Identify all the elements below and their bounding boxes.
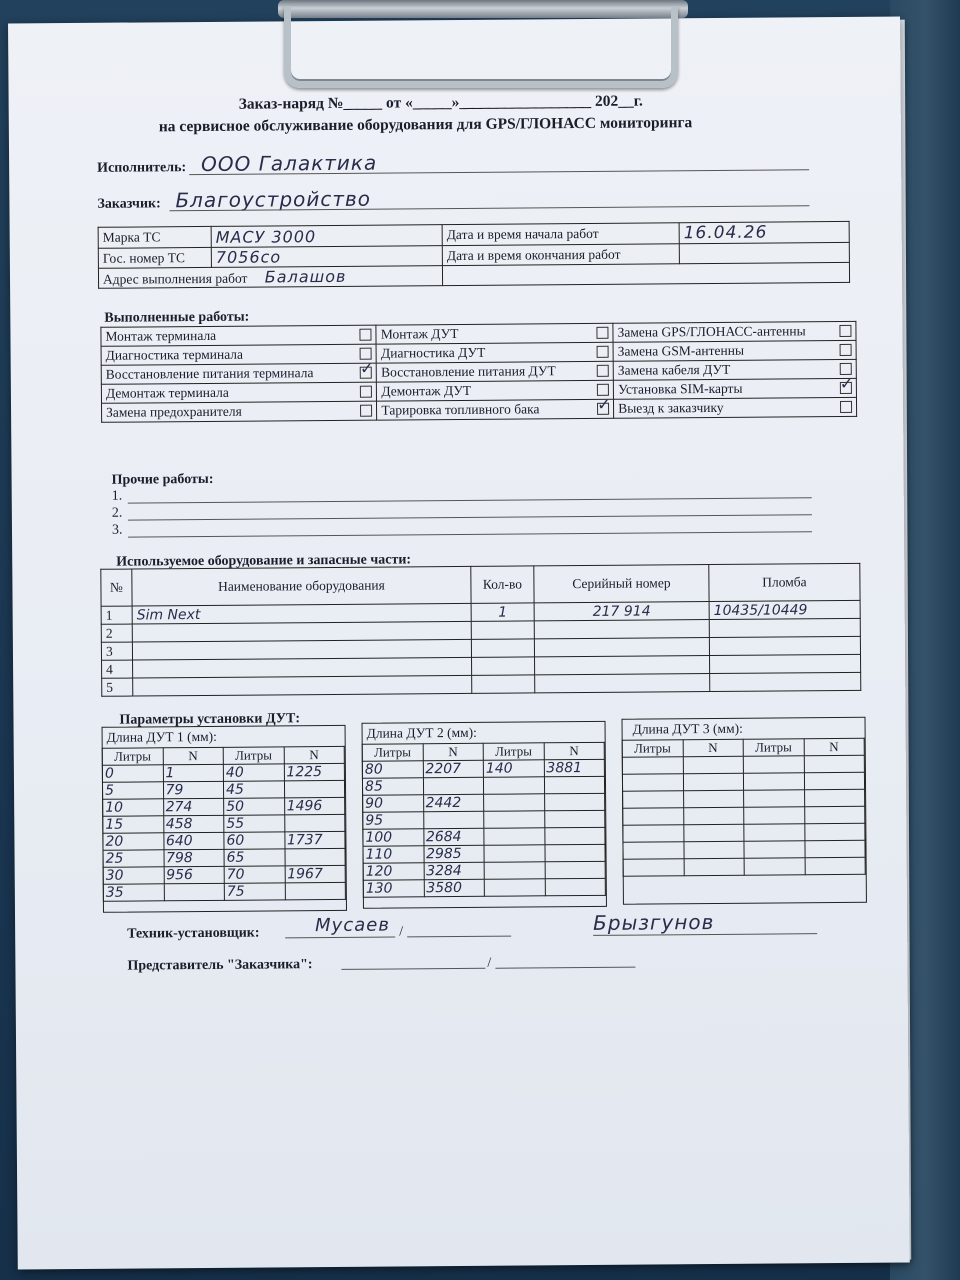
work-item [376, 323, 613, 344]
equipment-cell [535, 674, 710, 693]
dut-row [103, 831, 345, 850]
dut-cell [805, 857, 866, 874]
dut-row [103, 882, 345, 901]
dut-cell [804, 823, 865, 840]
work-checkbox[interactable] [360, 405, 372, 417]
dut-cell [744, 858, 805, 875]
dut-cell [285, 882, 346, 899]
works-table [100, 321, 857, 423]
work-checkbox[interactable] [597, 327, 609, 339]
dut-cell [484, 794, 545, 811]
dut-cell [683, 756, 744, 773]
work-item [101, 363, 377, 384]
dut-cell [744, 824, 805, 841]
work-item-label: Восстановление питания терминала [105, 365, 314, 382]
work-item [101, 344, 377, 365]
dut-header: Литры [622, 740, 683, 757]
work-order-sheet: Заказ-наряд №_____ от «_____»_________________ 202__г. на сервисное обслуживание оборудования для GPS/ГЛОНАСС мониторинга Исполнитель: ООО Галактика Заказчик: Благоустройство Марка ТС МАСУ 3000 Дата и время начала работ 16.04.26 Гос. номер ТС 7056со Дата и время окончания работ Адрес выполнения работ Балашов Выполненные работы: Монтаж терминала Монтаж ДУТ Замена GPS/ГЛОНАСС-антенны Диагностика терминала Диагностика ДУТ Замена GSM-антенны Восстановление питания терминала ✓ Восстановление питания ДУТ Замена кабеля ДУТ Демонтаж терминала Демонтаж ДУТ Установка SIM-карты ✓ Замена предохранителя Тарировка топливного бака ✓ Выезд к заказчику Прочие работы: 1. 2. 3. Используемое оборудование и запасные части: № Наименование оборудования Кол-во Серийный номер Пломба 1 Sim Next 1 217 914 10435/10449 2 3 4 5 Параметры установки ДУТ: Длина ДУТ 1 (мм): Литры N Литры N 0 1 40 1225 5 79 45 10 274 50 1496 15 458 55 20 640 60 1737 25 798 65 30 956 70 1967 35 75 Длина ДУТ 2 (мм): Литры N Литры N 80 2207 140 3881 85 90 2442 95 100 2684 110 2985 120 3284 130 3580 Длина ДУТ 3 (мм): Литры N Литры N Техник-установщик: Мусаев / Брызгунов Представитель "Заказчика": / [8, 16, 910, 1269]
dut-cell [423, 777, 484, 794]
work-checkbox[interactable] [840, 401, 852, 413]
dut-title: Параметры установки ДУТ: [119, 711, 301, 728]
dut-header: N [804, 738, 865, 755]
dut-cell: 120 [363, 863, 424, 880]
dut-cell: 1 [163, 764, 224, 781]
work-item-label: Монтаж ДУТ [380, 325, 459, 342]
dut-cell [623, 859, 684, 876]
work-item [377, 380, 614, 401]
dut-cell: 1225 [284, 763, 345, 780]
equipment-cell: 2 [101, 624, 132, 642]
dut-cell [285, 848, 346, 865]
other-title: Прочие работы: [111, 471, 214, 488]
dut-cell: 65 [224, 849, 285, 866]
dut-row [363, 861, 605, 880]
equipment-header: Наименование оборудования [132, 566, 471, 606]
work-checkbox[interactable] [597, 365, 609, 377]
end-label: Дата и время окончания работ [442, 244, 679, 266]
dut-cell: 3580 [424, 879, 485, 896]
work-checkbox[interactable] [597, 346, 609, 358]
title-line-1: Заказ-наряд №_____ от «_____»_________________ 202__г. [238, 92, 643, 113]
equipment-cell [472, 657, 535, 675]
dut-cell: 640 [163, 832, 224, 849]
dut-cell [684, 858, 745, 875]
equipment-cell: 1 [101, 606, 132, 624]
work-checkbox[interactable] [839, 325, 851, 337]
work-item-label: Выезд к заказчику [618, 399, 724, 416]
dut-row [363, 844, 605, 863]
dut-header-row [362, 742, 604, 761]
dut-cell: 1496 [284, 797, 345, 814]
work-item-label: Тарировка топливного бака [381, 401, 540, 418]
dut-cell: 130 [363, 880, 424, 897]
dut-header: Литры [102, 748, 163, 765]
dut-cell [683, 841, 744, 858]
dut3-table [622, 738, 866, 877]
dut-cell: 3284 [424, 862, 485, 879]
work-item-label: Замена кабеля ДУТ [617, 361, 731, 378]
technician-signature: Мусаев [315, 914, 390, 937]
title-line-2: на сервисное обслуживание оборудования для GPS/ГЛОНАСС мониторинга [158, 114, 693, 136]
dut-row [623, 806, 865, 825]
dut-cell [164, 883, 225, 900]
dut1-label: Длина ДУТ 1 (мм): [106, 728, 217, 745]
technician-name: Брызгунов [593, 909, 715, 935]
dut2-table [362, 742, 606, 898]
start-label: Дата и время начала работ [442, 223, 679, 246]
address-label: Адрес выполнения работ [102, 270, 248, 287]
equipment-cell: 5 [102, 678, 133, 696]
dut-cell: 956 [164, 866, 225, 883]
dut-cell [804, 806, 865, 823]
dut-cell [623, 842, 684, 859]
equipment-cell [133, 675, 472, 696]
equipment-cell [471, 639, 534, 657]
work-checkbox[interactable] [840, 382, 852, 394]
rep-label: Представитель "Заказчика": [127, 957, 313, 974]
customer-value: Благоустройство [175, 186, 372, 213]
work-item [101, 401, 377, 422]
executor-label: Исполнитель: [97, 160, 187, 176]
plate-value: 7056со [215, 247, 282, 267]
work-item [377, 399, 614, 420]
dut-row [363, 878, 605, 897]
work-item-label: Монтаж терминала [105, 327, 217, 344]
dut-cell: 30 [103, 867, 164, 884]
other-item-2: 2. [111, 505, 123, 521]
dut-header: Литры [483, 743, 544, 760]
dut-row [103, 865, 345, 884]
work-item-label: Демонтаж терминала [105, 384, 229, 401]
work-item-label: Демонтаж ДУТ [381, 382, 472, 399]
dut-cell [683, 824, 744, 841]
equipment-header-row [101, 563, 860, 606]
equipment-cell: 1 [471, 603, 534, 621]
dut-cell: 0 [102, 765, 163, 782]
dut-cell [683, 773, 744, 790]
dut1-table [102, 746, 346, 902]
dut-cell: 85 [362, 778, 423, 795]
dut-cell [623, 825, 684, 842]
dut-cell [683, 807, 744, 824]
dut-cell [804, 789, 865, 806]
dut-cell: 35 [103, 884, 164, 901]
dut-cell: 110 [363, 846, 424, 863]
work-item-label: Диагностика ДУТ [380, 344, 486, 361]
dut-cell: 75 [224, 883, 285, 900]
work-item-label: Замена GSM-антенны [617, 342, 745, 359]
dut-cell [804, 772, 865, 789]
other-item-3: 3. [111, 522, 123, 538]
equipment-cell [535, 656, 710, 675]
other-item-1: 1. [111, 488, 123, 504]
dut-cell: 15 [103, 816, 164, 833]
dut-row [622, 755, 864, 774]
equipment-cell: Sim Next [132, 603, 471, 624]
dut-cell: 2985 [423, 845, 484, 862]
dut-cell [744, 790, 805, 807]
dut-row [362, 776, 604, 795]
dut-cell: 90 [363, 795, 424, 812]
equipment-title: Используемое оборудование и запасные части: [116, 552, 412, 570]
dut-cell [484, 845, 545, 862]
equipment-cell [534, 638, 709, 657]
dut-row [363, 827, 605, 846]
equipment-header: № [101, 569, 132, 606]
dut-header: Литры [743, 739, 804, 756]
dut-cell: 3881 [544, 759, 605, 776]
equipment-header: Серийный номер [534, 565, 709, 603]
dut-cell: 79 [163, 781, 224, 798]
dut-cell: 1737 [284, 831, 345, 848]
dut-cell: 25 [103, 850, 164, 867]
dut-cell: 2207 [423, 760, 484, 777]
dut-row [623, 823, 865, 842]
dut-cell [622, 757, 683, 774]
dut-header: N [423, 743, 484, 760]
dut-cell [483, 777, 544, 794]
dut-row [622, 772, 864, 791]
dut-cell [544, 844, 605, 861]
address-value: Балашов [264, 266, 347, 287]
dut-header-row [102, 746, 344, 765]
work-item [613, 359, 856, 380]
work-item [101, 382, 377, 403]
dut-header: N [544, 742, 605, 759]
work-item-label: Установка SIM-карты [617, 380, 743, 397]
work-item [101, 325, 377, 346]
dut-row [102, 763, 344, 782]
dut-cell: 140 [483, 760, 544, 777]
dut-cell [484, 879, 545, 896]
dut-row [103, 814, 345, 833]
dut-cell: 5 [102, 782, 163, 799]
dut-cell [423, 811, 484, 828]
executor-value: ООО Галактика [201, 150, 378, 176]
dut-row [623, 789, 865, 808]
dut-row [363, 810, 605, 829]
work-item [613, 340, 856, 361]
work-item-label: Восстановление питания ДУТ [381, 363, 556, 380]
dut-cell [743, 756, 804, 773]
dut-cell: 60 [224, 832, 285, 849]
dut-cell [484, 862, 545, 879]
brand-label: Марка ТС [98, 226, 211, 248]
work-checkbox[interactable] [360, 367, 372, 379]
plate-label: Гос. номер ТС [98, 247, 211, 268]
dut-cell: 45 [223, 781, 284, 798]
equipment-cell [710, 672, 861, 691]
work-checkbox[interactable] [840, 344, 852, 356]
dut-header-row [622, 738, 864, 757]
equipment-cell [471, 621, 534, 639]
dut-header: N [284, 746, 345, 763]
dut-cell: 1967 [285, 865, 346, 882]
dut1-box [102, 725, 347, 913]
brand-value: МАСУ 3000 [215, 226, 317, 247]
equipment-cell [709, 618, 860, 637]
dut2-box [362, 721, 607, 909]
dut-cell [544, 793, 605, 810]
works-title: Выполненные работы: [104, 309, 250, 326]
dut-row [102, 780, 344, 799]
dut-cell: 40 [223, 764, 284, 781]
dut3-label: Длина ДУТ 3 (мм): [632, 720, 743, 737]
work-checkbox[interactable] [597, 403, 609, 415]
work-item [613, 378, 856, 399]
dut-cell: 20 [103, 833, 164, 850]
dut-cell: 798 [164, 849, 225, 866]
work-checkbox[interactable] [360, 386, 372, 398]
dut-cell [623, 808, 684, 825]
dut-cell [284, 780, 345, 797]
dut-cell [622, 774, 683, 791]
equipment-table [100, 563, 861, 697]
equipment-cell [534, 620, 709, 639]
dut-row [623, 840, 865, 859]
dut-cell [484, 811, 545, 828]
dut-row [103, 797, 345, 816]
dut-cell: 80 [362, 761, 423, 778]
work-item [377, 361, 614, 382]
dut-cell [804, 840, 865, 857]
dut-cell: 10 [103, 799, 164, 816]
dut-row [362, 759, 604, 778]
equipment-header: Кол-во [471, 566, 534, 603]
work-item [376, 342, 613, 363]
dut-cell [623, 791, 684, 808]
dut-cell: 100 [363, 829, 424, 846]
dut2-label: Длина ДУТ 2 (мм): [366, 724, 477, 741]
vehicle-table [98, 221, 850, 289]
dut-row [363, 793, 605, 812]
dut-header: Литры [223, 747, 284, 764]
end-value [679, 242, 849, 263]
dut-cell: 458 [163, 815, 224, 832]
dut-cell [744, 807, 805, 824]
dut-cell [683, 790, 744, 807]
dut-cell: 95 [363, 812, 424, 829]
dut-cell: 55 [224, 815, 285, 832]
work-item-label: Диагностика терминала [105, 346, 244, 363]
work-item [613, 321, 856, 342]
dut-cell: 2684 [423, 828, 484, 845]
dut-cell [545, 878, 606, 895]
dut-cell [284, 814, 345, 831]
equipment-cell: 4 [102, 660, 133, 678]
dut3-box [621, 717, 866, 905]
customer-label: Заказчик: [97, 196, 161, 212]
work-item-label: Замена предохранителя [106, 403, 242, 420]
equipment-cell: 3 [101, 642, 132, 660]
start-value: 16.04.26 [683, 222, 768, 244]
technician-label: Техник-установщик: [127, 925, 260, 942]
work-checkbox[interactable] [360, 329, 372, 341]
dut-cell: 70 [224, 866, 285, 883]
dut-header: Литры [362, 744, 423, 761]
dut-cell [544, 810, 605, 827]
dut-cell [804, 755, 865, 772]
equipment-cell: 10435/10449 [709, 600, 860, 619]
dut-header: N [163, 747, 224, 764]
dut-cell [744, 841, 805, 858]
dut-cell: 50 [224, 798, 285, 815]
dut-cell [484, 828, 545, 845]
dut-cell [545, 861, 606, 878]
dut-row [103, 848, 345, 867]
dut-cell [743, 773, 804, 790]
work-item-label: Замена GPS/ГЛОНАСС-антенны [617, 323, 806, 340]
equipment-header: Пломба [709, 563, 860, 601]
dut-row [623, 857, 865, 876]
equipment-cell [709, 636, 860, 655]
equipment-cell [472, 675, 535, 693]
dut-header: N [683, 739, 744, 756]
equipment-cell [709, 654, 860, 673]
equipment-cell: 217 914 [534, 602, 709, 621]
dut-cell [544, 776, 605, 793]
metal-clip [278, 0, 688, 92]
dut-cell [544, 827, 605, 844]
dut-cell: 2442 [423, 794, 484, 811]
work-item [614, 397, 857, 418]
dut-cell: 274 [163, 798, 224, 815]
